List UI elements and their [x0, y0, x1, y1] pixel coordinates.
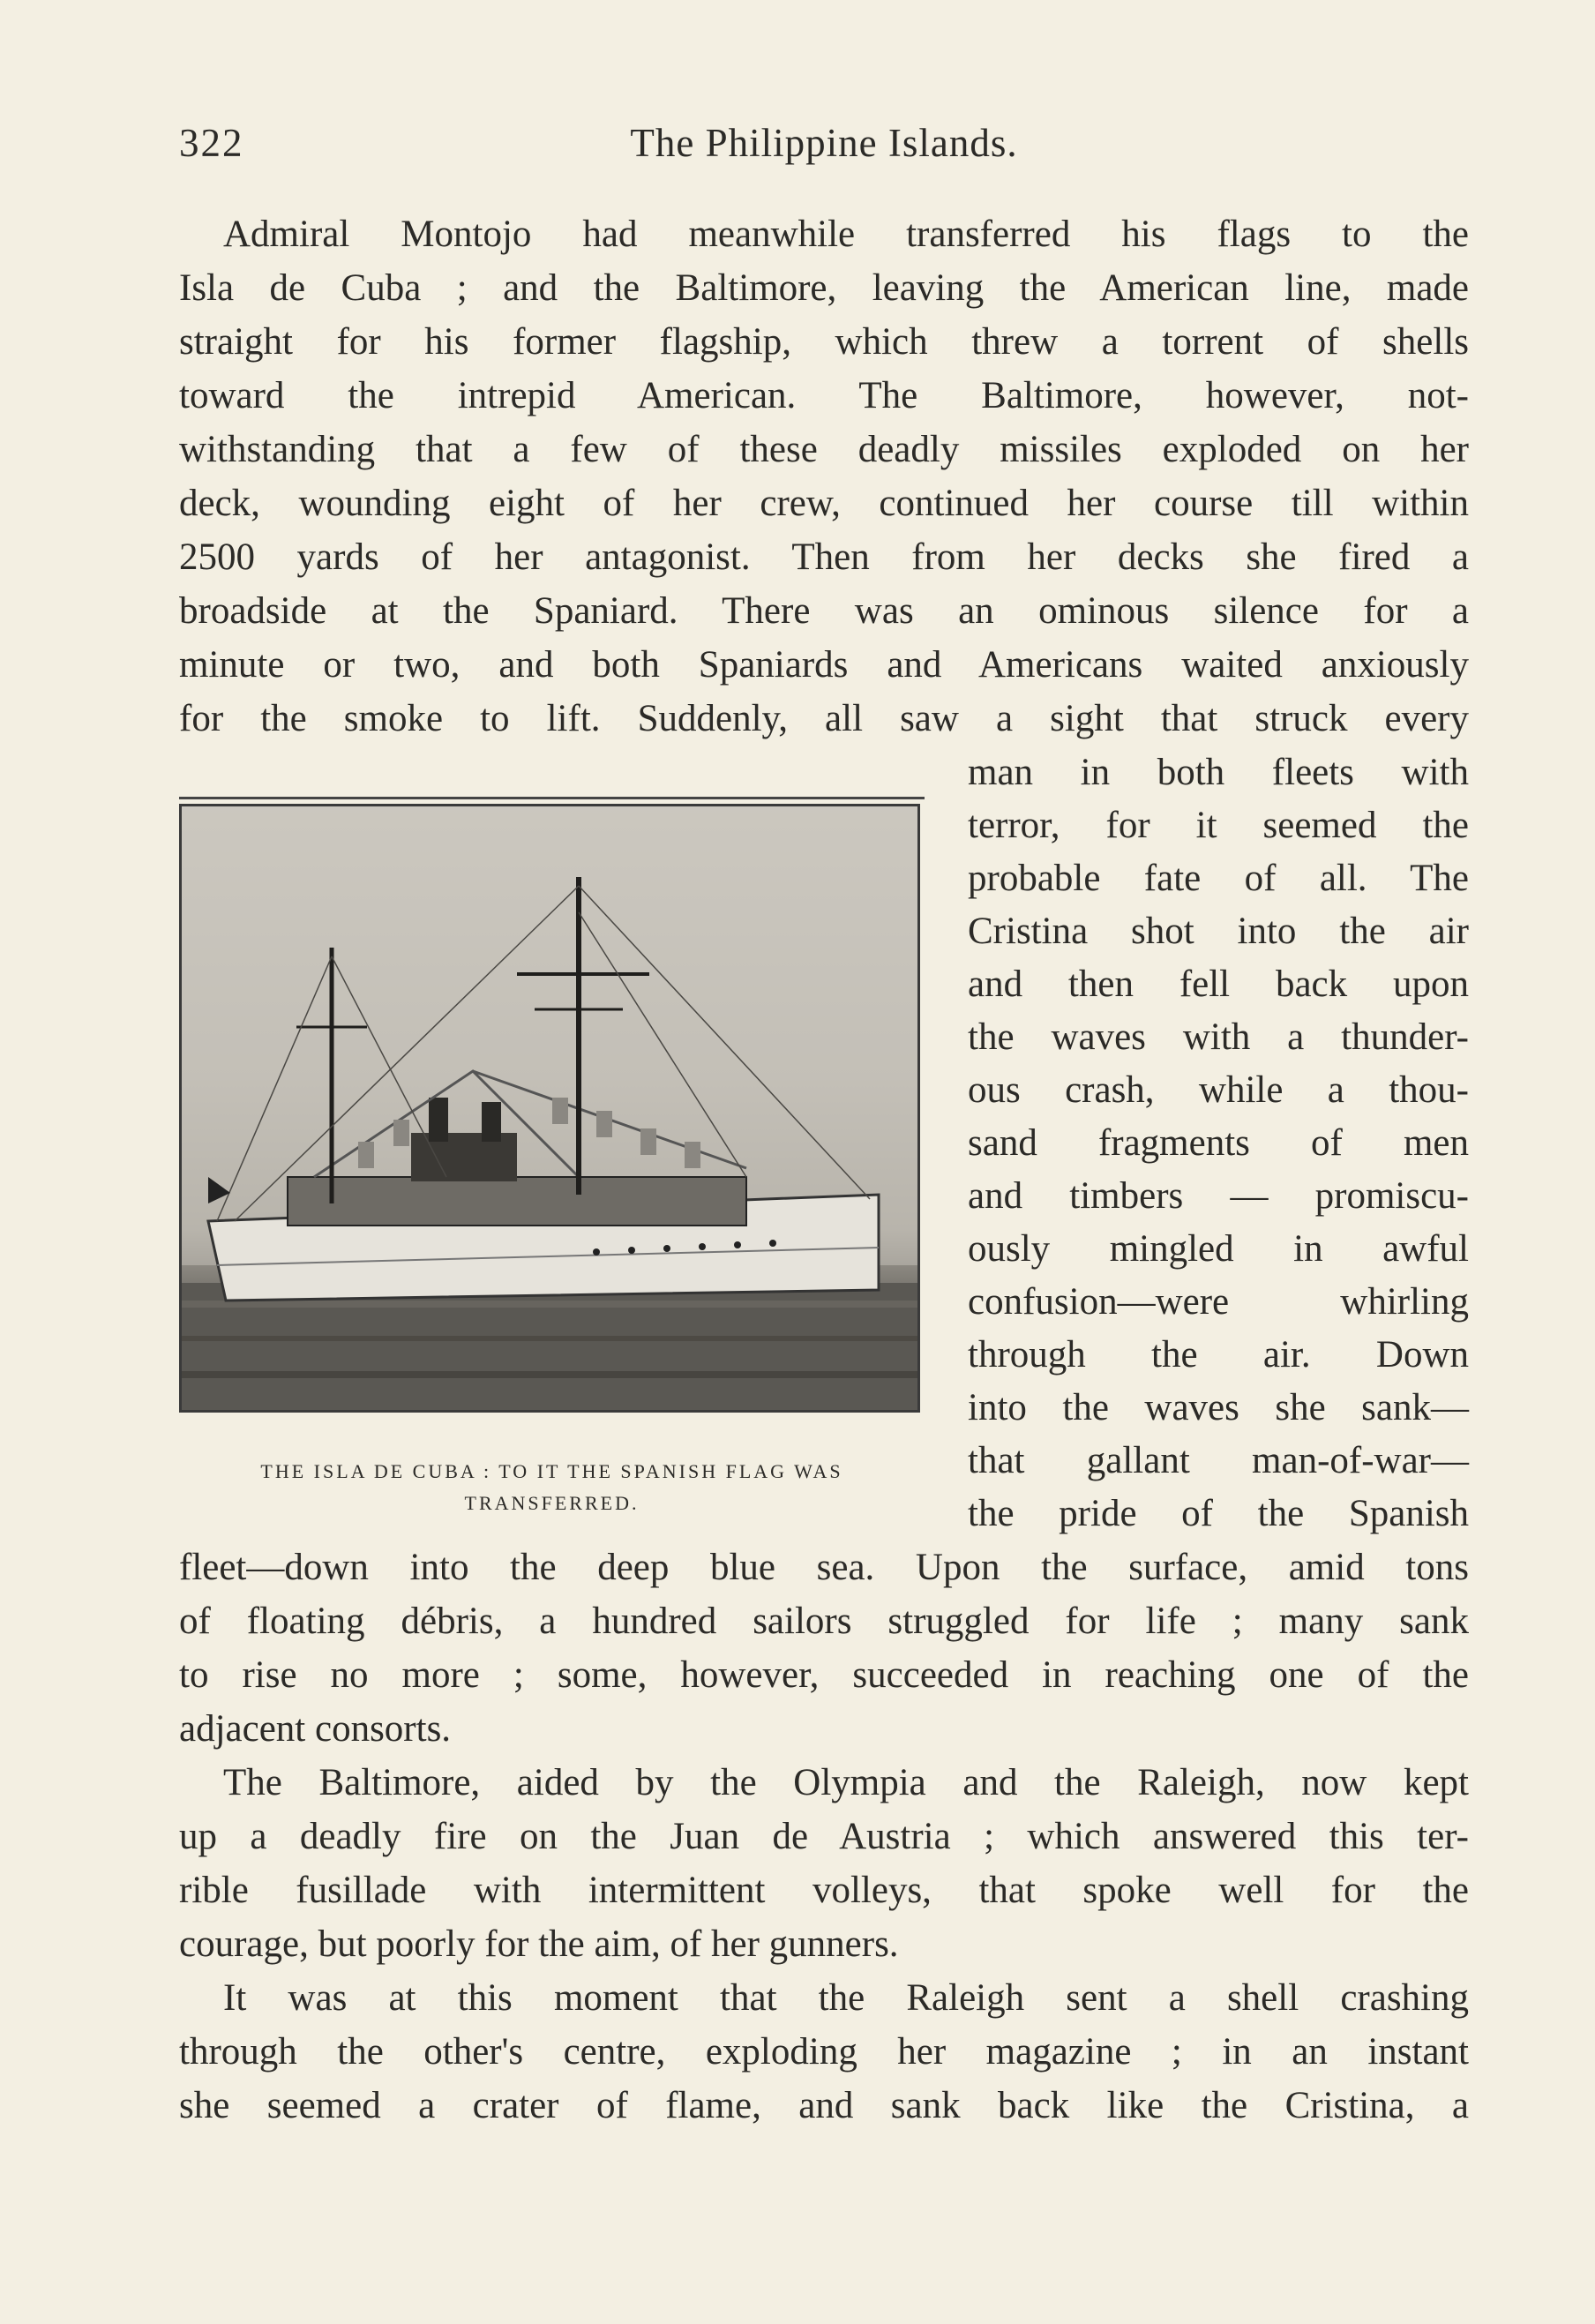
text-line: ous crash, while a thou-	[968, 1069, 1469, 1111]
ship-photograph	[179, 797, 925, 1414]
text-line: fleet—down into the deep blue sea. Upon the surface, amid tons	[179, 1547, 1469, 1588]
text-line: terror, for it seemed the	[968, 805, 1469, 846]
text-line: Cristina shot into the air	[968, 911, 1469, 952]
text-line: withstanding that a few of these deadly missiles exploded on her	[179, 429, 1469, 470]
text-line: sand fragments of men	[968, 1122, 1469, 1164]
text-line: man in both fleets with	[968, 752, 1469, 793]
text-line: courage, but poorly for the aim, of her gunners.	[179, 1923, 899, 1965]
text-line: into the waves she sank—	[968, 1387, 1469, 1428]
text-line: for the smoke to lift. Suddenly, all saw a sight that struck every	[179, 698, 1469, 739]
text-line: ously mingled in awful	[968, 1228, 1469, 1270]
text-line: the waves with a thunder-	[968, 1016, 1469, 1058]
text-line: and then fell back upon	[968, 963, 1469, 1005]
running-title: The Philippine Islands.	[630, 121, 1018, 165]
text-line: rible fusillade with intermittent volleys, that spoke well for the	[179, 1870, 1469, 1911]
text-line: probable fate of all. The	[968, 858, 1469, 899]
text-line: through the air. Down	[968, 1334, 1469, 1376]
text-line: that gallant man-of-war—	[968, 1440, 1469, 1481]
text-line: broadside at the Spaniard. There was an ominous silence for a	[179, 590, 1469, 632]
text-line: of floating débris, a hundred sailors struggled for life ; many sank	[179, 1601, 1469, 1642]
text-line: Admiral Montojo had meanwhile transferred his flags to the	[223, 214, 1469, 255]
text-line: It was at this moment that the Raleigh sent a shell crashing	[223, 1977, 1469, 2019]
text-line: she seemed a crater of flame, and sank back like the Cristina, a	[179, 2085, 1469, 2126]
text-line: toward the intrepid American. The Baltimore, however, not-	[179, 375, 1469, 416]
text-line: deck, wounding eight of her crew, continued her course till within	[179, 483, 1469, 524]
text-line: Isla de Cuba ; and the Baltimore, leaving the American line, made	[179, 267, 1469, 309]
text-line: adjacent consorts.	[179, 1708, 452, 1750]
text-line: up a deadly fire on the Juan de Austria ; which answered this ter-	[179, 1816, 1469, 1857]
caption-line: THE ISLA DE CUBA : TO IT THE SPANISH FLAG WAS	[260, 1460, 843, 1482]
text-line: through the other's centre, exploding her magazine ; in an instant	[179, 2031, 1469, 2073]
text-line: and timbers — promiscu-	[968, 1175, 1469, 1217]
text-line: confusion—were whirling	[968, 1281, 1469, 1323]
page-header	[179, 113, 1469, 184]
text-line: to rise no more ; some, however, succeeded in reaching one of the	[179, 1654, 1469, 1696]
figure-caption	[179, 1456, 925, 1519]
text-line: 2500 yards of her antagonist. Then from her decks she fired a	[179, 536, 1469, 578]
text-line: The Baltimore, aided by the Olympia and the Raleigh, now kept	[223, 1762, 1469, 1803]
figure-rule	[179, 797, 925, 799]
text-line: straight for his former flagship, which threw a torrent of shells	[179, 321, 1469, 363]
text-line: the pride of the Spanish	[968, 1493, 1469, 1534]
caption-line: TRANSFERRED.	[464, 1492, 640, 1514]
page-number: 322	[179, 121, 244, 165]
photo-frame	[179, 804, 920, 1413]
text-line: minute or two, and both Spaniards and Americans waited anxiously	[179, 644, 1469, 686]
ship-illustration	[182, 806, 917, 1410]
